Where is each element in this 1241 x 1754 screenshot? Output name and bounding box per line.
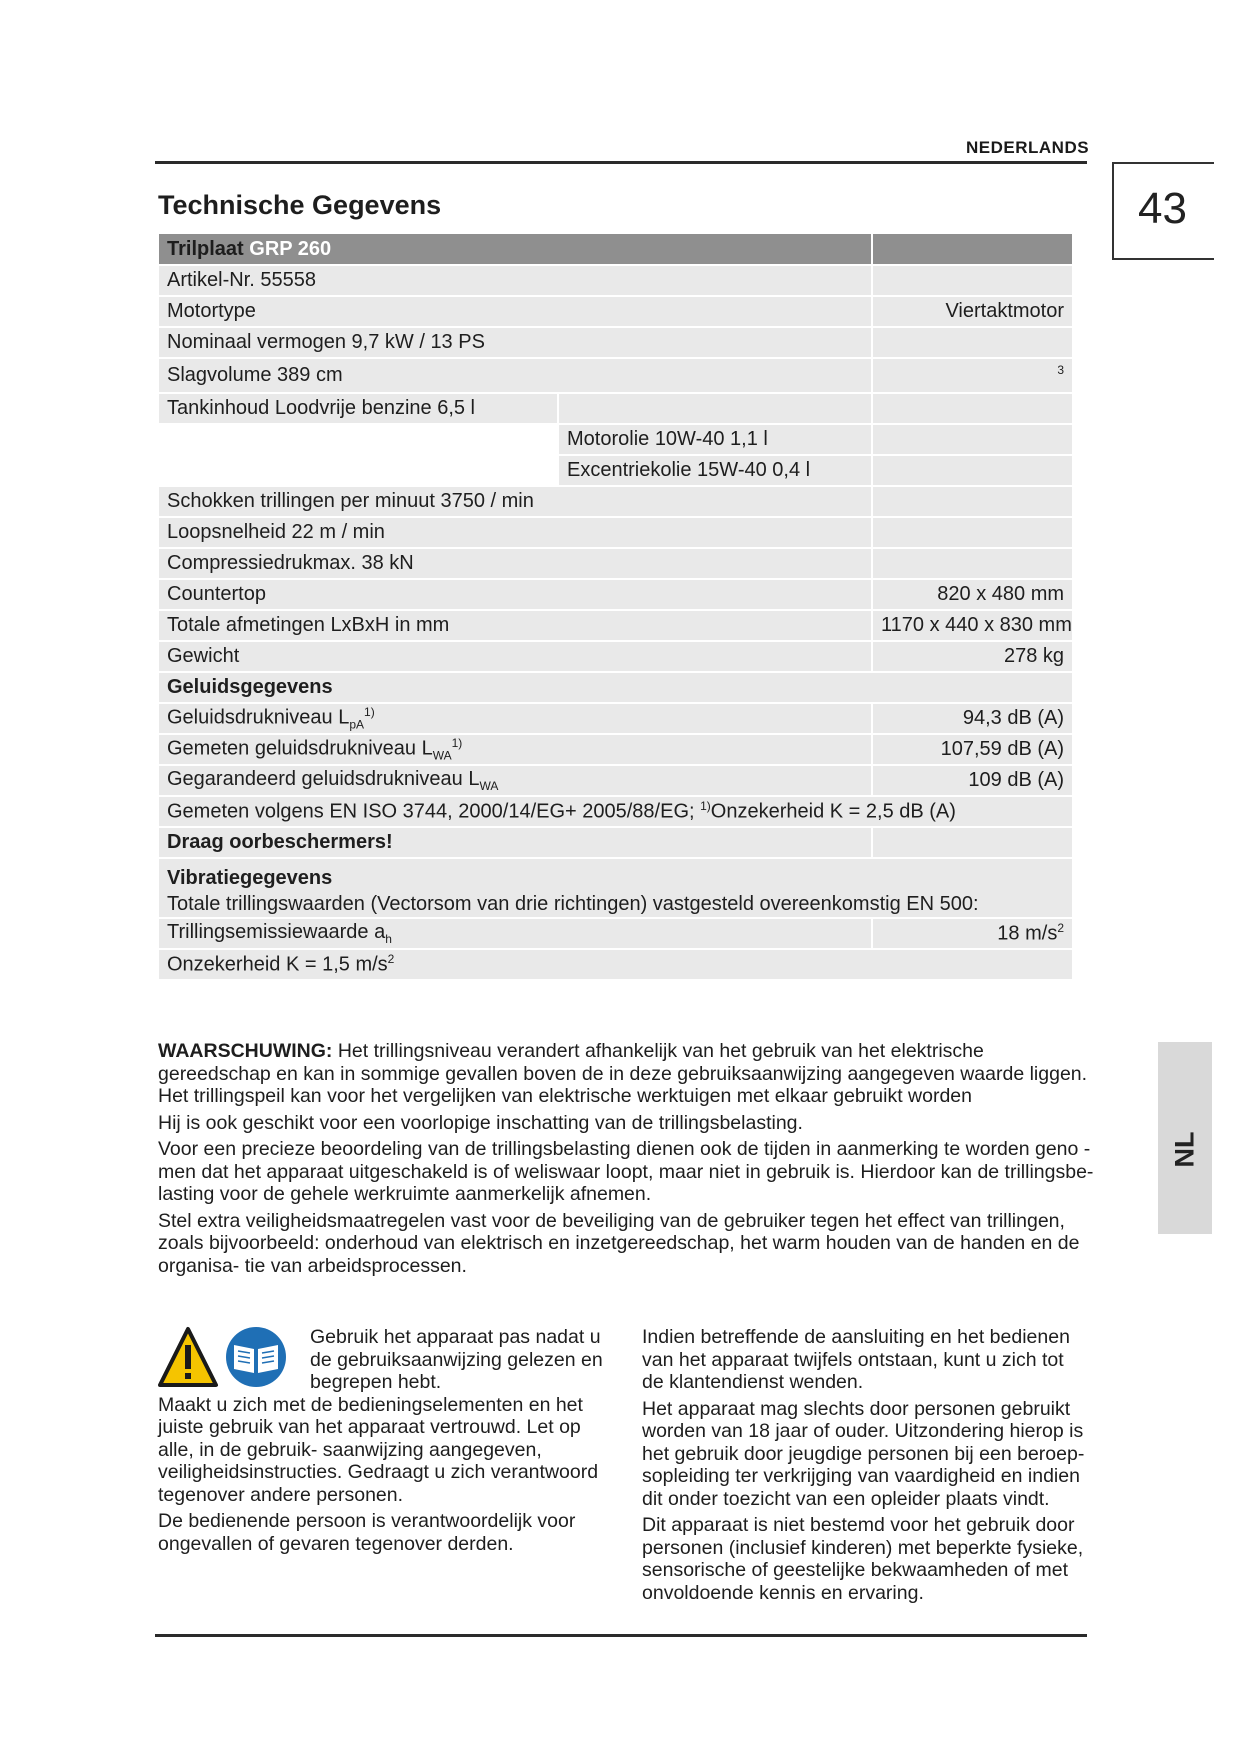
warning-p4: Stel extra veiligheidsmaatregelen vast voor de beveiliging van de gebruiker tegen het effect van trillingen, zoals bijvoorbeeld: onderhoud van elektrisch en inzetgereedschap, het warm houden van de handen en de organisa- tie van arbeidsprocessen. xyxy=(158,1209,1080,1277)
table-row xyxy=(159,642,1072,671)
table-row xyxy=(159,766,1072,795)
empty-cell xyxy=(873,828,1072,857)
left-p1b: Maakt u zich met de bedieningselementen en het juiste gebruik van het apparaat vertrouwd. Let op alle, in de gebruik- saanwijzing aangegeven, veiligheidsinstructies. Gedraagt u zich verantwoord tegenover andere personen. xyxy=(158,1393,599,1506)
geluidsdruk-label: Geluidsdrukniveau $L_{pA}^{1)}$ xyxy=(159,704,871,733)
table-row xyxy=(159,266,1072,295)
right-p3: Dit apparaat is niet bestemd voor het gebruik door personen (inclusief kinderen) met beperkte fysieke, sensorische of geestelijke bekwaamheden of met onvoldoende kennis en ervaring. xyxy=(642,1514,1084,1604)
table-row xyxy=(159,611,1072,640)
afmetingen-value: 1170 x 440 x 830 mm xyxy=(873,611,1072,640)
tank-cell: Tankinhoud Loodvrije benzine 6,5 l xyxy=(159,394,557,423)
table-row xyxy=(159,549,1072,578)
table-row xyxy=(159,297,1072,326)
excentriek-cell: Excentriekolie 15W-40 0,4 l xyxy=(559,456,871,485)
vibratie-text: Totale trillingswaarden (Vectorsom van drie richtingen) vastgesteld overeenkomstig EN 500: xyxy=(167,893,979,915)
countertop-label: Countertop xyxy=(159,580,871,609)
empty-cell xyxy=(873,456,1072,485)
loopsnelheid-cell: Loopsnelheid 22 m / min xyxy=(159,518,871,547)
table-row xyxy=(159,797,1072,826)
page-number: 43 xyxy=(1138,184,1187,233)
motortype-label: Motortype xyxy=(159,297,871,326)
table-row xyxy=(159,425,1072,454)
blank-cell xyxy=(159,456,557,485)
compressie-cell: Compressiedrukmax. 38 kN xyxy=(159,549,871,578)
gegarandeerd-value: 109 dB (A) xyxy=(873,766,1072,795)
bottom-rule xyxy=(155,1634,1087,1637)
trilling-value: 18 $m/s^2$ xyxy=(873,919,1072,948)
countertop-value: 820 x 480 mm xyxy=(873,580,1072,609)
left-p1a: Gebruik het apparaat pas nadat u de gebruiksaanwijzing gelezen en begrepen hebt. xyxy=(310,1326,603,1393)
table-header-row xyxy=(159,234,1072,264)
warning-p1: WAARSCHUWING: Het trillingsniveau verandert afhankelijk van het gebruik van het elektrische gereedschap en kan in sommige gevallen boven de in deze gebruiksaanwijzing aangegeven waarde liggen. Het trillingspeil kan voor het vergelijken van elektrische werktuigen met elkaar gebruikt worden xyxy=(158,1040,1088,1107)
table-row xyxy=(159,704,1072,733)
gemeten-geluidsdruk-value: 107,59 dB (A) xyxy=(873,735,1072,764)
page-number-box xyxy=(1112,162,1214,260)
empty-cell xyxy=(873,266,1072,295)
geluid-heading: Geluidsgegevens xyxy=(159,673,1072,702)
geluidsdruk-value: 94,3 dB (A) xyxy=(873,704,1072,733)
page-title: Technische Gegevens xyxy=(158,190,442,220)
right-p1: Indien betreffende de aansluiting en het bedienen van het apparaat twijfels ontstaan, kunt u zich tot de klantendienst wenden. xyxy=(642,1326,1070,1393)
empty-cell xyxy=(873,328,1072,357)
right-column xyxy=(642,1326,1087,1608)
language-side-tab[interactable] xyxy=(1158,1042,1212,1234)
table-row xyxy=(159,859,1072,917)
spec-table xyxy=(157,232,1074,981)
empty-cell xyxy=(873,394,1072,423)
motortype-value: Viertaktmotor xyxy=(873,297,1072,326)
empty-cell xyxy=(559,394,871,423)
table-header-cell xyxy=(159,234,871,264)
vibratie-cell xyxy=(159,859,1072,917)
slagvolume-cell: Slagvolume 389 cm xyxy=(159,359,871,392)
table-row xyxy=(159,673,1072,702)
table-row xyxy=(159,518,1072,547)
table-row xyxy=(159,950,1072,979)
table-row xyxy=(159,580,1072,609)
right-p2: Het apparaat mag slechts door personen gebruikt worden van 18 jaar of ouder. Uitzondering hierop is het gebruik door jeugdige personen bij een beroep- sopleiding ter verkrijging van vaardigheid en indien dit onder toezicht van een opleider plaats vindt. xyxy=(642,1397,1085,1510)
header-model: GRP 260 xyxy=(249,237,332,260)
oorbeschermers-cell: Draag oorbeschermers! xyxy=(159,828,871,857)
slagvolume-sup: 3 xyxy=(873,359,1072,392)
left-column xyxy=(158,1326,603,1559)
onzekerheid-cell: Onzekerheid K = 1,5 $m/s^2$ xyxy=(159,950,1072,979)
empty-cell xyxy=(873,549,1072,578)
table-row xyxy=(159,394,1072,423)
gemeten-geluidsdruk-label: Gemeten geluidsdrukniveau $L_{WA}^{1)}$ xyxy=(159,735,871,764)
blank-cell xyxy=(159,425,557,454)
warning-section xyxy=(158,1040,1094,1281)
motorolie-cell: Motorolie 10W-40 1,1 l xyxy=(559,425,871,454)
norm-cell: Gemeten volgens EN ISO 3744, 2000/14/EG+ 2005/88/EG; $^{1)}$Onzekerheid K = 2,5 dB (A) xyxy=(159,797,1072,826)
gewicht-value: 278 kg xyxy=(873,642,1072,671)
vibratie-heading: Vibratiegegevens xyxy=(167,867,333,889)
gewicht-label: Gewicht xyxy=(159,642,871,671)
table-row xyxy=(159,828,1072,857)
table-row xyxy=(159,328,1072,357)
top-rule xyxy=(155,161,1087,164)
table-row xyxy=(159,919,1072,948)
warning-p3: Voor een precieze beoordeling van de trillingsbelasting dienen ook de tijden in aanmerking te worden geno - men dat het apparaat uitgeschakeld is of weliswaar loopt, maar niet in gebruik is. Hierdoor kan de trillingsbe- lasting voor de gehele werkruimte aanmerkelijk afnemen. xyxy=(158,1138,1094,1205)
warning-label: WAARSCHUWING: xyxy=(158,1040,333,1062)
table-row xyxy=(159,735,1072,764)
left-p2: De bedienende persoon is verantwoordelijk voor ongevallen of gevaren tegenover derden. xyxy=(158,1510,576,1555)
language-label: NEDERLANDS xyxy=(966,138,1090,157)
empty-cell xyxy=(873,487,1072,516)
empty-cell xyxy=(873,518,1072,547)
afmetingen-label: Totale afmetingen LxBxH in mm xyxy=(159,611,871,640)
schokken-cell: Schokken trillingen per minuut 3750 / min xyxy=(159,487,871,516)
side-tab-label: NL xyxy=(1169,1131,1200,1168)
header-label: Trilplaat xyxy=(167,237,244,260)
table-row xyxy=(159,487,1072,516)
trilling-label: Trillingsemissiewaarde $a_h$ xyxy=(159,919,871,948)
table-header-empty xyxy=(873,234,1072,264)
empty-cell xyxy=(873,425,1072,454)
vermogen-cell: Nominaal vermogen 9,7 kW / 13 PS xyxy=(159,328,871,357)
table-row xyxy=(159,456,1072,485)
warning-p2: Hij is ook geschikt voor een voorlopige inschatting van de trillingsbelasting. xyxy=(158,1111,803,1134)
gegarandeerd-label: Gegarandeerd geluidsdrukniveau $L_{WA}$ xyxy=(159,766,871,795)
table-row xyxy=(159,359,1072,392)
artikel-cell: Artikel-Nr. 55558 xyxy=(159,266,871,295)
